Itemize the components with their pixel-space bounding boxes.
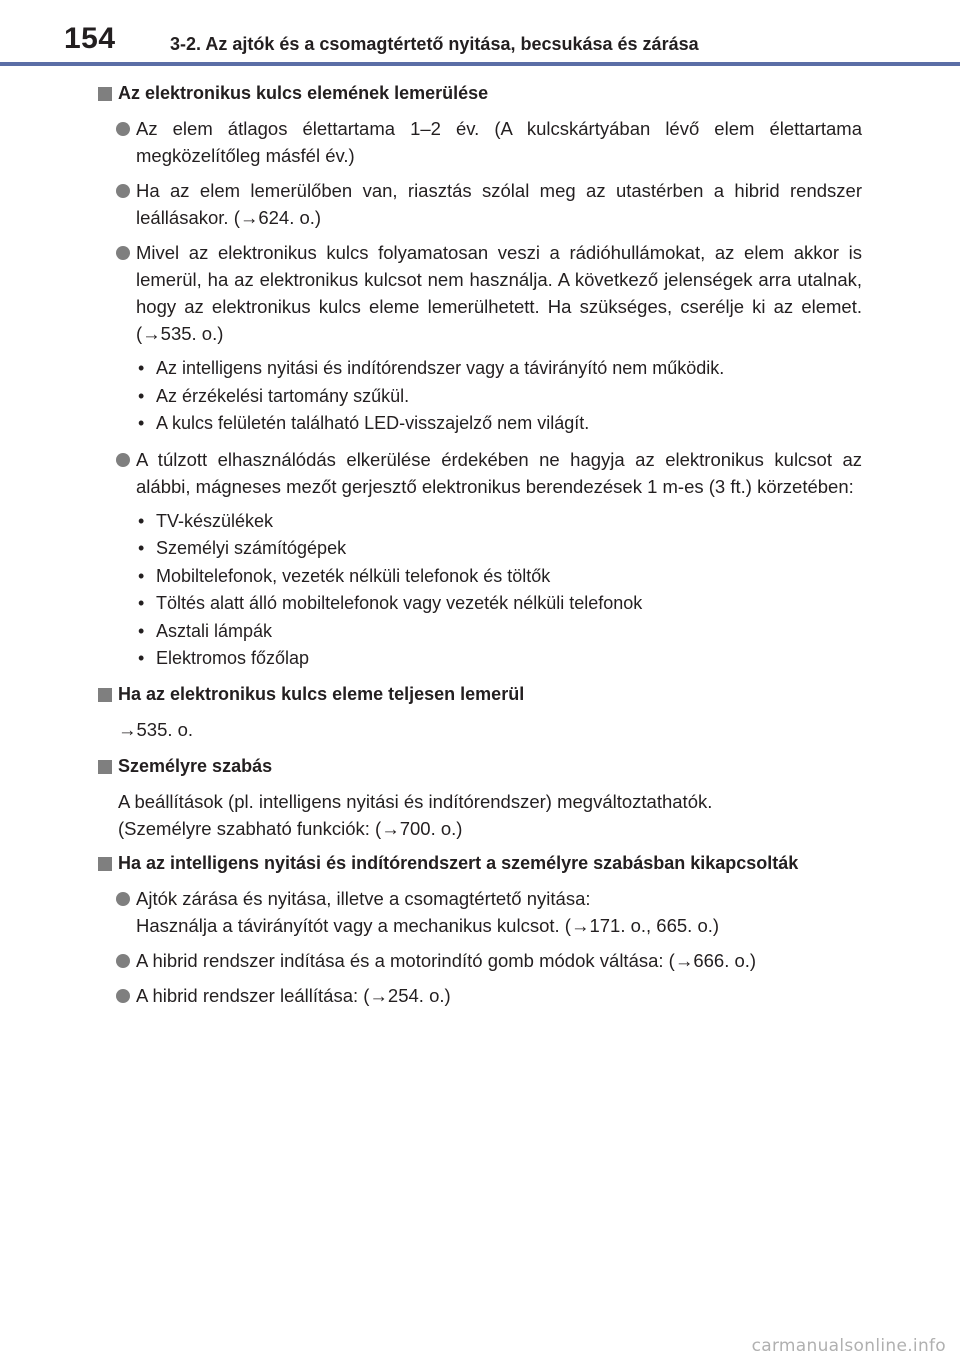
middot-icon: • bbox=[138, 538, 145, 558]
customization-paragraph bbox=[98, 788, 862, 842]
page-reference: →535. o. bbox=[118, 718, 194, 740]
bullet-text: Használja a távirányítót vagy a mechanikus kulcsot. (→171. o., 665. o.) bbox=[136, 914, 720, 936]
middot-icon: • bbox=[138, 565, 145, 586]
list-item-text: Asztali lámpák bbox=[156, 620, 273, 641]
list-item-text: Személyi számítógépek bbox=[156, 538, 347, 558]
bullet-item bbox=[98, 115, 862, 169]
circle-bullet-icon bbox=[116, 122, 130, 136]
list-item bbox=[98, 508, 862, 536]
bullet-item bbox=[98, 239, 862, 347]
bullet-text: A hibrid rendszer leállítása: (→254. o.) bbox=[136, 984, 451, 1006]
bullet-item bbox=[98, 446, 862, 500]
bullet-item bbox=[98, 885, 862, 939]
middot-icon: • bbox=[138, 620, 145, 641]
section-heading-customization bbox=[98, 753, 862, 780]
section-heading-text: Az elektronikus kulcs elemének lemerülése bbox=[118, 83, 489, 103]
list-item bbox=[98, 590, 862, 618]
square-bullet-icon bbox=[98, 87, 112, 101]
list-item-text: Elektromos főzőlap bbox=[156, 648, 310, 668]
middot-icon: • bbox=[138, 358, 145, 378]
page-header bbox=[64, 22, 934, 62]
middot-icon: • bbox=[138, 385, 145, 406]
list-item bbox=[98, 383, 862, 411]
bullet-text: Az elem átlagos élettartama 1–2 év. (A kulcskártyában lévő elem élettartama megközelítőleg másfél év.) bbox=[136, 118, 862, 166]
section-heading-fully-depleted bbox=[98, 681, 862, 708]
list-item bbox=[98, 355, 862, 383]
list-item bbox=[98, 410, 862, 438]
circle-bullet-icon bbox=[116, 989, 130, 1003]
circle-bullet-icon bbox=[116, 184, 130, 198]
list-item-text: TV-készülékek bbox=[156, 510, 274, 531]
page-content bbox=[98, 80, 862, 1017]
square-bullet-icon bbox=[98, 688, 112, 702]
square-bullet-icon bbox=[98, 857, 112, 871]
circle-bullet-icon bbox=[116, 453, 130, 467]
section-heading-text: Ha az intelligens nyitási és indítórendszert a személyre szabásban kikapcsolták bbox=[118, 852, 799, 873]
header-divider bbox=[0, 62, 960, 66]
circle-bullet-icon bbox=[116, 954, 130, 968]
bullet-text: Mivel az elektronikus kulcs folyamatosan veszi a rádióhullámokat, az elem akkor is lemerül, ha az elektronikus kulcsot nem használja. A következő jelenségek arra utalnak, hogy az elektronikus kulcs eleme lemerülhetett. Ha szükséges, cserélje ki az elemet. (→535. o.) bbox=[136, 242, 862, 344]
bullet-text: A túlzott elhasználódás elkerülése érdekében ne hagyja az elektronikus kulcsot az alábbi, mágneses mezőt gerjesztő elektronikus berendezések 1 m-es (3 ft.) körzetében: bbox=[136, 448, 862, 497]
list-item-text: Az intelligens nyitási és indítórendszer vagy a távirányító nem működik. bbox=[156, 358, 725, 378]
bullet-item bbox=[98, 947, 862, 974]
site-watermark: carmanualsonline.info bbox=[751, 1336, 946, 1356]
symptom-list bbox=[98, 355, 862, 438]
list-item-text: A kulcs felületén található LED-visszajelző nem világít. bbox=[156, 413, 590, 433]
bullet-text: A hibrid rendszer indítása és a motorindító gomb módok váltása: (→666. o.) bbox=[136, 949, 757, 971]
bullet-item bbox=[98, 177, 862, 231]
middot-icon: • bbox=[138, 593, 145, 613]
circle-bullet-icon bbox=[116, 246, 130, 260]
list-item bbox=[98, 563, 862, 591]
middot-icon: • bbox=[138, 648, 145, 668]
list-item bbox=[98, 535, 862, 563]
device-list bbox=[98, 508, 862, 673]
list-item-text: Mobiltelefonok, vezeték nélküli telefonok és töltők bbox=[156, 565, 551, 586]
bullet-text: Ajtók zárása és nyitása, illetve a csomagtértető nyitása: bbox=[136, 887, 591, 909]
middot-icon: • bbox=[138, 413, 145, 433]
paragraph-line: A beállítások (pl. intelligens nyitási és indítórendszer) megváltoztathatók. bbox=[118, 790, 713, 812]
bullet-text: Ha az elem lemerülőben van, riasztás szólal meg az utastérben a hibrid rendszer leállásakor. (→624. o.) bbox=[136, 180, 862, 228]
list-item bbox=[98, 645, 862, 673]
square-bullet-icon bbox=[98, 760, 112, 774]
chapter-title: 3-2. Az ajtók és a csomagtértető nyitása, becsukása és zárása bbox=[170, 34, 699, 54]
list-item-text: Az érzékelési tartomány szűkül. bbox=[156, 385, 410, 406]
section-heading-battery-depletion bbox=[98, 80, 862, 107]
section-heading-text: Ha az elektronikus kulcs eleme teljesen lemerül bbox=[118, 683, 525, 704]
circle-bullet-icon bbox=[116, 892, 130, 906]
paragraph-line: (Személyre szabható funkciók: (→700. o.) bbox=[118, 817, 463, 839]
middot-icon: • bbox=[138, 510, 145, 531]
bullet-item bbox=[98, 982, 862, 1009]
page-number: 154 bbox=[64, 22, 116, 55]
list-item-text: Töltés alatt álló mobiltelefonok vagy vezeték nélküli telefonok bbox=[156, 593, 643, 613]
section-heading-system-disabled bbox=[98, 850, 862, 877]
list-item bbox=[98, 618, 862, 646]
section-heading-text: Személyre szabás bbox=[118, 755, 273, 776]
